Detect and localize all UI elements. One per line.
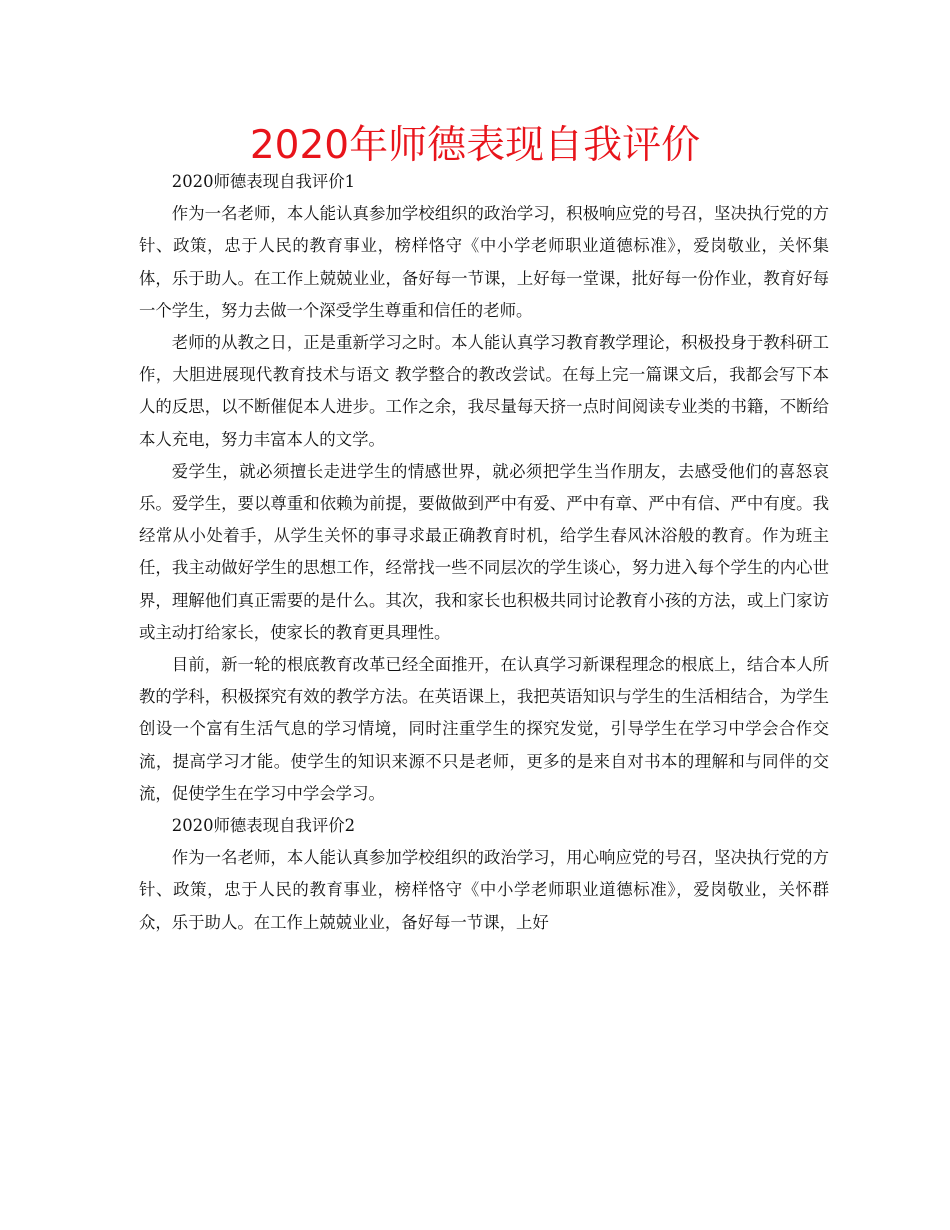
paragraph-2: 老师的从教之日，正是重新学习之时。本人能认真学习教育教学理论，积极投身于教科研工作，大胆进展现代教育技术与语文 教学整合的教改尝试。在每上完一篇课文后，我都会写下本人的反思，以不断催促本人进步。工作之余，我尽量每天挤一点时间阅读专业类的书籍，不断给本人充电，努力丰富本人的文学。	[139, 333, 829, 449]
page-title: 2020年师德表现自我评价	[249, 123, 701, 168]
document-body	[139, 166, 829, 939]
paragraph-1: 作为一名老师，本人能认真参加学校组织的政治学习，积极响应党的号召，坚决执行党的方针、政策，忠于人民的教育事业，榜样恪守《中小学老师职业道德标准》，爱岗敬业，关怀集体，乐于助人。在工作上兢兢业业，备好每一节课，上好每一堂课，批好每一份作业，教育好每一个学生，努力去做一个深受学生尊重和信任的老师。	[139, 204, 829, 320]
paragraph-3: 爱学生，就必须擅长走进学生的情感世界，就必须把学生当作朋友，去感受他们的喜怒哀乐。爱学生，要以尊重和依赖为前提，要做做到严中有爱、严中有章、严中有信、严中有度。我经常从小处着手，从学生关怀的事寻求最正确教育时机，给学生春风沐浴般的教育。作为班主任，我主动做好学生的思想工作，经常找一些不同层次的学生谈心，努力进入每个学生的内心世界，理解他们真正需要的是什么。其次，我和家长也积极共同讨论教育小孩的方法，或上门家访或主动打给家长，使家长的教育更具理性。	[139, 461, 829, 642]
section-heading-2: 2020师德表现自我评价2	[171, 816, 356, 836]
paragraph-4: 目前，新一轮的根底教育改革已经全面推开，在认真学习新课程理念的根底上，结合本人所教的学科，积极探究有效的教学方法。在英语课上，我把英语知识与学生的生活相结合，为学生创设一个富有生活气息的学习情境，同时注重学生的探究发觉，引导学生在学习中学会合作交流，提高学习才能。使学生的知识来源不只是老师，更多的是来自对书本的理解和与同伴的交流，促使学生在学习中学会学习。	[139, 655, 829, 803]
paragraph-5: 作为一名老师，本人能认真参加学校组织的政治学习，用心响应党的号召，坚决执行党的方针、政策，忠于人民的教育事业，榜样恪守《中小学老师职业道德标准》，爱岗敬业，关怀群众，乐于助人。在工作上兢兢业业，备好每一节课，上好	[139, 848, 829, 932]
section-heading-1: 2020师德表现自我评价1	[171, 172, 356, 191]
